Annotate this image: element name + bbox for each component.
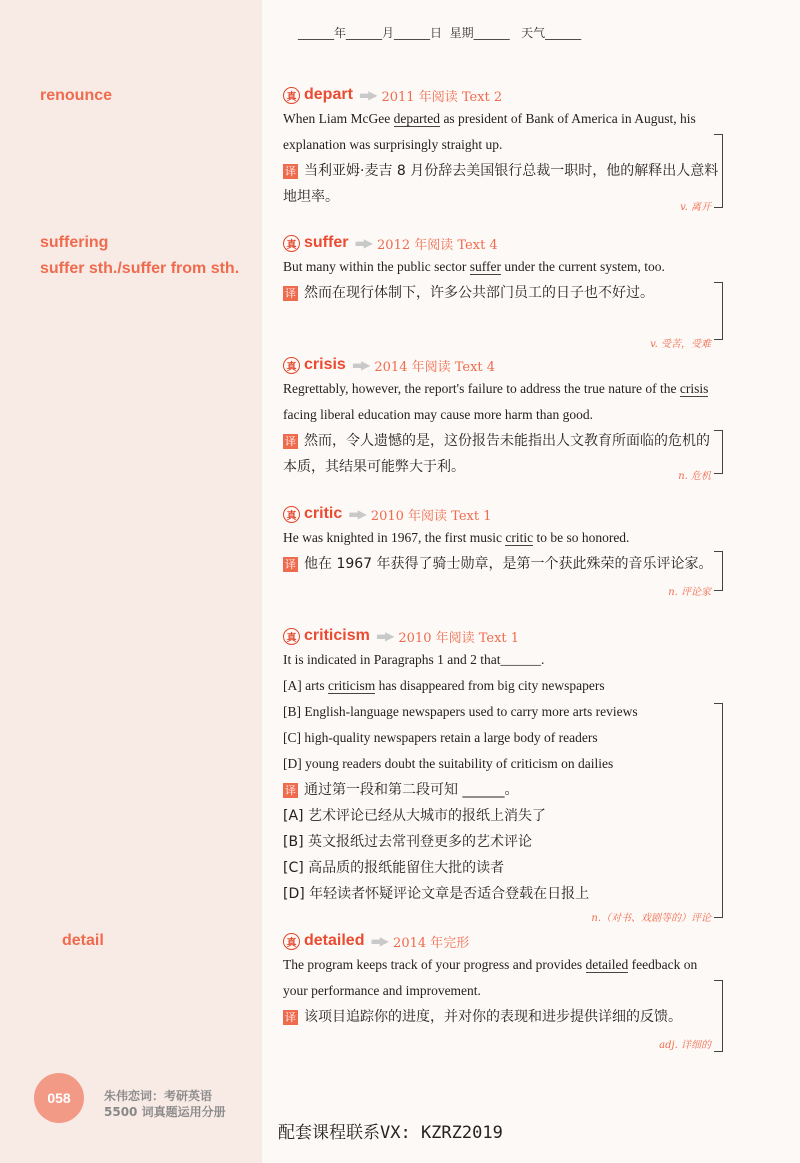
keyword: detailed	[585, 957, 629, 972]
entry-source: 2010 年阅读 Text 1	[398, 630, 520, 646]
option-d-en: [D] young readers doubt the suitability of criticism on dailies	[283, 756, 614, 771]
chinese-question: 译 通过第一段和第二段可知 ______。	[285, 782, 519, 798]
part-of-speech: n. 危机	[678, 471, 711, 482]
option-b-zh: [B] 英文报纸过去常刊登更多的艺术评论	[283, 834, 532, 850]
keyword: critic	[505, 530, 534, 545]
bracket-line	[714, 551, 723, 591]
option-a-en: [A] arts criticism has disappeared from big city newspapers	[283, 678, 605, 693]
bracket-line	[714, 703, 723, 918]
sidebar-word-renounce: renounce	[40, 87, 113, 104]
entry-source: 2011 年阅读 Text 2	[381, 89, 503, 105]
part-of-speech: n. 评论家	[668, 587, 711, 598]
contact-footer: 配套课程联系VX: KZRZ2019	[278, 1123, 503, 1143]
chinese-translation: 译 他在 1967 年获得了骑士勋章，是第一个获此殊荣的音乐评论家。	[285, 556, 713, 572]
entry-word: critic	[304, 505, 343, 522]
bracket-line	[714, 282, 723, 340]
zhen-icon: 真	[283, 628, 300, 645]
arrow-icon: ▬▶	[354, 236, 372, 250]
entry-criticism	[283, 625, 723, 925]
date-line: ______年______月______日 星期______ 天气______	[298, 26, 582, 40]
keyword: suffer	[469, 259, 501, 274]
book-title: 朱伟恋词：考研英语 5500 词真题运用分册	[104, 1089, 226, 1119]
entry-depart	[283, 84, 723, 214]
chinese-translation: 译 该项目追踪你的进度，并对你的表现和进步提供详细的反馈。	[285, 1009, 682, 1025]
entry-word: suffer	[304, 234, 349, 251]
english-sentence: When Liam McGee departed as president of Bank of America in August, his explanation was surprisingly straight up.	[283, 111, 696, 152]
entry-source: 2012 年阅读 Text 4	[377, 237, 498, 253]
part-of-speech: v. 受苦，受难	[650, 339, 711, 350]
entry-word: detailed	[304, 932, 365, 949]
zhen-icon: 真	[283, 357, 300, 374]
arrow-icon: ▬▶	[370, 934, 388, 948]
option-d-zh: [D] 年轻读者怀疑评论文章是否适合登载在日报上	[283, 886, 590, 902]
sidebar-word-suffering: suffering	[40, 234, 109, 251]
entry-crisis	[283, 354, 723, 484]
chinese-translation: 译 然而在现行体制下，许多公共部门员工的日子也不好过。	[285, 285, 654, 301]
entry-word: criticism	[304, 627, 370, 644]
yi-icon: 译	[285, 287, 296, 300]
part-of-speech: v. 离开	[680, 202, 711, 213]
entry-critic	[283, 503, 723, 603]
arrow-icon: ▬▶	[351, 358, 369, 372]
entry-suffer	[283, 232, 723, 350]
sidebar-word-detail: detail	[62, 932, 104, 949]
bracket-line	[714, 430, 723, 474]
zhen-icon: 真	[283, 933, 300, 950]
keyword: departed	[393, 111, 441, 126]
part-of-speech: adj. 详细的	[659, 1040, 711, 1051]
chinese-translation: 译 然而，令人遗憾的是，这份报告未能指出人文教育所面临的危机的本质，其结果可能弊大于利。	[283, 433, 710, 475]
entry-detailed	[283, 930, 723, 1060]
zhen-icon: 真	[283, 506, 300, 523]
zhen-icon: 真	[283, 235, 300, 252]
bracket-line	[714, 980, 723, 1052]
keyword: crisis	[679, 381, 709, 396]
arrow-icon: ▬▶	[348, 507, 365, 521]
yi-icon: 译	[285, 165, 296, 178]
yi-icon: 译	[285, 435, 296, 448]
option-a-zh: [A] 艺术评论已经从大城市的报纸上消失了	[283, 808, 546, 824]
bracket-line	[714, 134, 723, 208]
question: It is indicated in Paragraphs 1 and 2 that______.	[283, 652, 545, 667]
page-number-badge: 058	[34, 1073, 84, 1123]
entry-source: 2014 年阅读 Text 4	[374, 359, 496, 375]
option-c-zh: [C] 高品质的报纸能留住大批的读者	[283, 860, 505, 876]
entry-source: 2014 年完形	[393, 935, 470, 951]
entry-word: crisis	[304, 356, 346, 373]
yi-icon: 译	[285, 784, 296, 797]
english-sentence: He was knighted in 1967, the first music critic to be so honored.	[283, 530, 630, 545]
arrow-icon: ▬▶	[375, 629, 393, 643]
sidebar-word-suffer-from: suffer sth./suffer from sth.	[40, 260, 240, 277]
yi-icon: 译	[285, 558, 296, 571]
chinese-translation: 译 当利亚姆·麦吉 8 月份辞去美国银行总裁一职时，他的解释出人意料地坦率。	[283, 163, 719, 205]
option-b-en: [B] English-language newspapers used to carry more arts reviews	[283, 704, 638, 719]
part-of-speech: n.（对书、戏剧等的）评论	[591, 913, 711, 924]
arrow-icon: ▬▶	[358, 88, 376, 102]
english-sentence: The program keeps track of your progress and provides detailed feedback on your performance and improvement.	[283, 957, 698, 998]
keyword: criticism	[327, 678, 376, 693]
entry-source: 2010 年阅读 Text 1	[370, 508, 492, 524]
english-sentence: But many within the public sector suffer under the current system, too.	[283, 259, 665, 274]
english-sentence: Regrettably, however, the report's failure to address the true nature of the crisis facing liberal education may cause more harm than good.	[283, 381, 709, 422]
zhen-icon: 真	[283, 87, 300, 104]
entry-word: depart	[304, 86, 353, 103]
sidebar-panel	[0, 0, 262, 1163]
option-c-en: [C] high-quality newspapers retain a large body of readers	[283, 730, 598, 745]
yi-icon: 译	[285, 1011, 296, 1024]
